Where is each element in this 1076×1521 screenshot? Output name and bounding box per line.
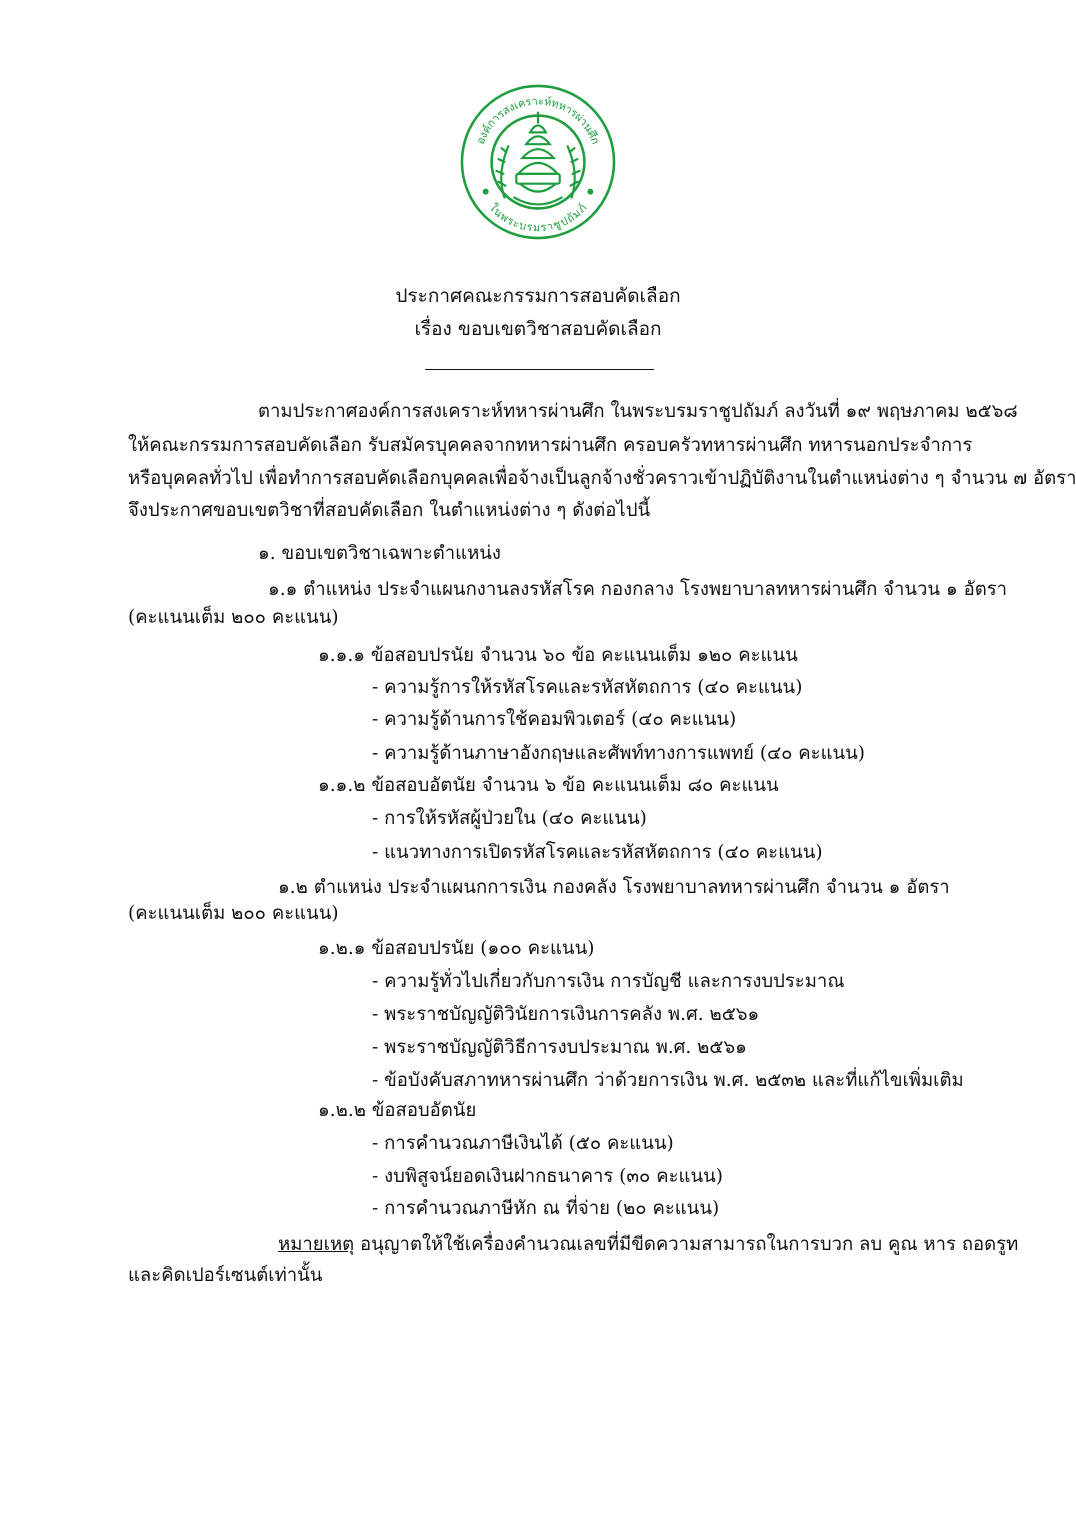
intro-line-4: จึงประกาศขอบเขตวิชาที่สอบคัดเลือก ในตำแหน่งต่าง ๆ ดังต่อไปนี้ bbox=[128, 500, 651, 521]
note-line-1 bbox=[278, 1233, 1018, 1257]
list-item: - ความรู้การให้รหัสโรคและรหัสหัตถการ (๔๐ คะแนน) bbox=[372, 677, 803, 698]
intro-line-1: ตามประกาศองค์การสงเคราะห์ทหารผ่านศึก ในพระบรมราชูปถัมภ์ ลงวันที่ ๑๙ พฤษภาคม ๒๕๖๘ bbox=[258, 401, 1018, 422]
list-item: - ความรู้ด้านภาษาอังกฤษและศัพท์ทางการแพทย์ (๔๐ คะแนน) bbox=[372, 743, 866, 764]
list-item: - แนวทางการเปิดรหัสโรคและรหัสหัตถการ (๔๐ คะแนน) bbox=[372, 842, 823, 863]
wvo-emblem-icon bbox=[459, 83, 617, 241]
section-1-title: ๑. ขอบเขตวิชาเฉพาะตำแหน่ง bbox=[258, 543, 501, 564]
position-1-exam-1-title: ๑.๑.๑ ข้อสอบปรนัย จำนวน ๖๐ ข้อ คะแนนเต็ม ๑๒๐ คะแนน bbox=[318, 645, 798, 666]
position-1-score: (คะแนนเต็ม ๒๐๐ คะแนน) bbox=[128, 607, 339, 628]
emblem-text-top: องค์การสงเคราะห์ทหารผ่านศึก bbox=[473, 94, 603, 147]
announcement-subject: เรื่อง ขอบเขตวิชาสอบคัดเลือก bbox=[414, 318, 662, 340]
note-line-2: และคิดเปอร์เซนต์เท่านั้น bbox=[128, 1265, 323, 1286]
position-2-exam-1-title: ๑.๒.๑ ข้อสอบปรนัย (๑๐๐ คะแนน) bbox=[318, 938, 595, 959]
list-item: - ความรู้ทั่วไปเกี่ยวกับการเงิน การบัญชี และการงบประมาณ bbox=[372, 971, 845, 992]
list-item: - งบพิสูจน์ยอดเงินฝากธนาคาร (๓๐ คะแนน) bbox=[372, 1166, 723, 1187]
position-2-score: (คะแนนเต็ม ๒๐๐ คะแนน) bbox=[128, 903, 339, 924]
position-2-title: ๑.๒ ตำแหน่ง ประจำแผนกการเงิน กองคลัง โรงพยาบาลทหารผ่านศึก จำนวน ๑ อัตรา bbox=[278, 877, 950, 898]
emblem-text-bottom: ในพระบรมราชูปถัมภ์ bbox=[486, 201, 590, 235]
list-item: - การคำนวณภาษีเงินได้ (๕๐ คะแนน) bbox=[372, 1133, 674, 1154]
position-2-exam-2-title: ๑.๒.๒ ข้อสอบอัตนัย bbox=[318, 1100, 477, 1121]
title-divider bbox=[425, 369, 654, 370]
announcement-title: ประกาศคณะกรรมการสอบคัดเลือก bbox=[395, 285, 681, 307]
note-label: หมายเหตุ bbox=[278, 1234, 355, 1255]
list-item: - ความรู้ด้านการใช้คอมพิวเตอร์ (๔๐ คะแนน) bbox=[372, 709, 737, 730]
position-1-title: ๑.๑ ตำแหน่ง ประจำแผนกงานลงรหัสโรค กองกลาง โรงพยาบาลทหารผ่านศึก จำนวน ๑ อัตรา bbox=[268, 579, 1008, 600]
note-text: อนุญาตให้ใช้เครื่องคำนวณเลขที่มีขีดความสามารถในการบวก ลบ คูณ หาร ถอดรูท bbox=[354, 1234, 1019, 1255]
intro-line-2: ให้คณะกรรมการสอบคัดเลือก รับสมัครบุคคลจากทหารผ่านศึก ครอบครัวทหารผ่านศึก ทหารนอกประจำการ bbox=[128, 435, 973, 456]
intro-line-3: หรือบุคคลทั่วไป เพื่อทำการสอบคัดเลือกบุคคลเพื่อจ้างเป็นลูกจ้างชั่วคราวเข้าปฏิบัติงานในตำแหน่งต่าง ๆ จำนวน ๗ อัตรา bbox=[128, 468, 1076, 489]
list-item: - การให้รหัสผู้ป่วยใน (๔๐ คะแนน) bbox=[372, 808, 647, 829]
list-item: - พระราชบัญญัติวินัยการเงินการคลัง พ.ศ. ๒๕๖๑ bbox=[372, 1004, 760, 1025]
list-item: - พระราชบัญญัติวิธีการงบประมาณ พ.ศ. ๒๕๖๑ bbox=[372, 1037, 747, 1058]
list-item: - การคำนวณภาษีหัก ณ ที่จ่าย (๒๐ คะแนน) bbox=[372, 1198, 720, 1219]
position-1-exam-2-title: ๑.๑.๒ ข้อสอบอัตนัย จำนวน ๖ ข้อ คะแนนเต็ม ๘๐ คะแนน bbox=[318, 775, 779, 796]
list-item: - ข้อบังคับสภาทหารผ่านศึก ว่าด้วยการเงิน พ.ศ. ๒๕๓๒ และที่แก้ไขเพิ่มเติม bbox=[372, 1070, 964, 1091]
